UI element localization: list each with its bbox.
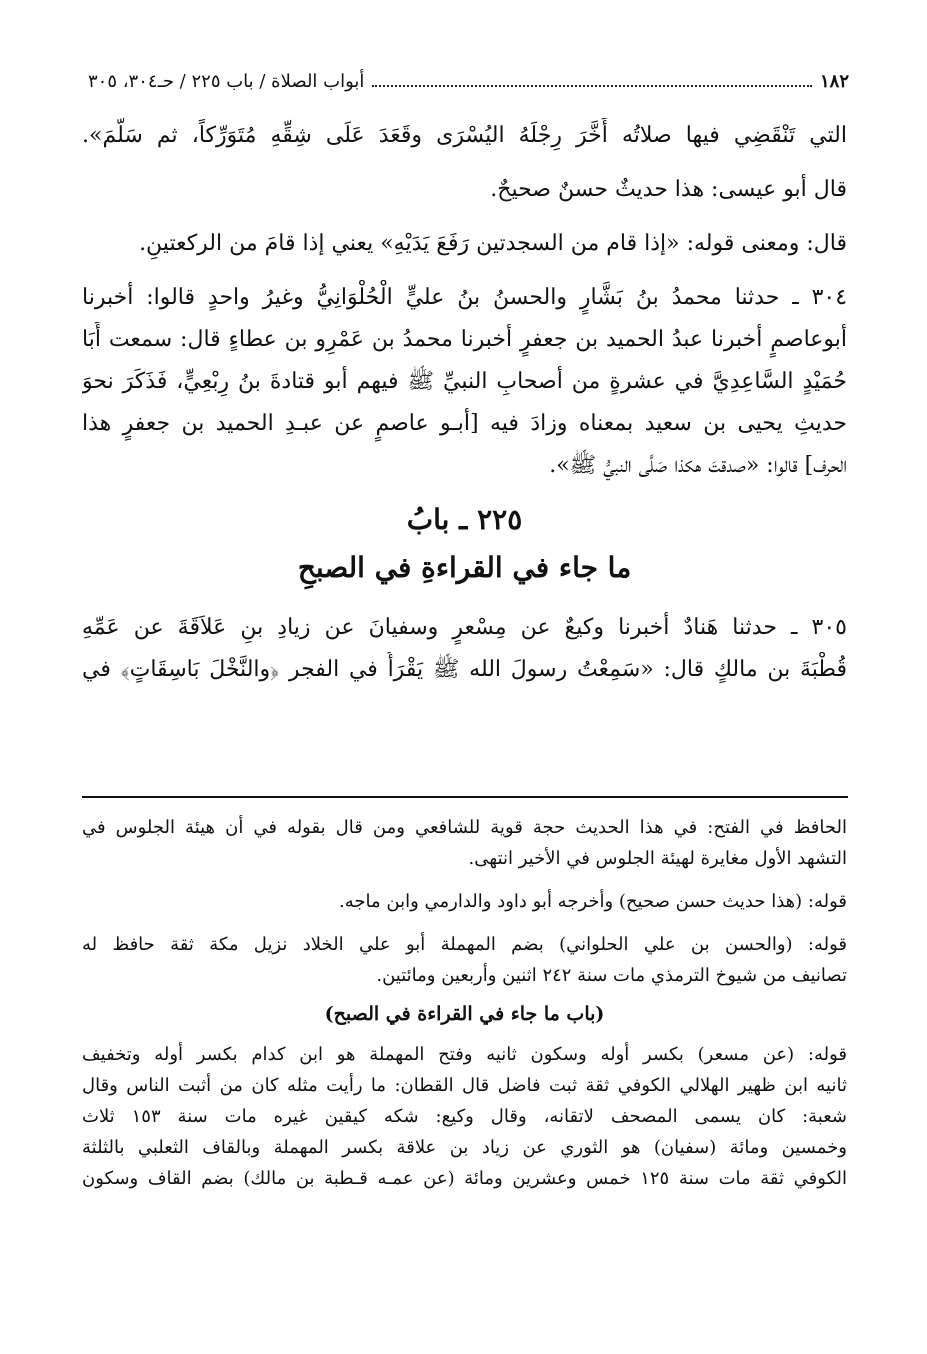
note-line: الكوفي ثقة مات سنة ١٢٥ خمس وعشرين ومائة (عن عمـه قـطبة بن مالك) بضم القاف وسكون — [82, 1168, 847, 1189]
main-line: التي تَنْقَضِي فيها صلاتُه أَخَّرَ رِجْلَهُ اليُسْرَى وقَعَدَ عَلَى شِقِّهِ مُتَوَرِّكاً، ثم سَلَّمَ». — [82, 123, 847, 148]
chapter-title: ما جاء في القراءةِ في الصبحِ — [297, 551, 632, 584]
note-line: قوله: (والحسن بن علي الحلواني) بضم المهملة أبو علي الخلاد نزيل مكة ثقة حافظ له — [82, 934, 847, 955]
main-line: الحرف] قالوا: «صدقتَ هكذا صَلَّى النبيُّ ﷺ». — [549, 453, 847, 478]
chapter-number: ٢٢٥ ـ بابُ — [406, 503, 523, 536]
note-section-title: (باب ما جاء في القراءة في الصبح) — [324, 1003, 605, 1025]
main-line: حديثِ يحيى بن سعيد بمعناه وزادَ فيه [أبـو عاصمٍ عن عبـدِ الحميد بن جعفرٍ هذا — [82, 411, 847, 436]
main-line: قال أبو عيسى: هذا حديثٌ حسنٌ صحيحٌ. — [490, 177, 847, 202]
footnote-separator — [82, 796, 848, 798]
main-line: ٣٠٤ ـ حدثنا محمدُ بنُ بَشَّارٍ والحسنُ بنُ عليٍّ الْحُلْوَانِيُّ وغيرُ واحدٍ قالوا: أخبرنا — [82, 285, 847, 310]
commentary-notes — [82, 812, 847, 1194]
main-line: قال: ومعنى قوله: «إذا قام من السجدتين رَفَعَ يَدَيْهِ» يعني إذا قامَ من الركعتينِ. — [139, 231, 847, 256]
note-line: الحافظ في الفتح: في هذا الحديث حجة قوية للشافعي ومن قال بقوله في أن هيئة الجلوس في — [82, 817, 847, 838]
main-text — [82, 118, 847, 688]
main-line: حُمَيْدٍ السَّاعِدِيَّ في عشرةٍ من أصحابِ النبيِّ ﷺ فيهم أبو قتادةَ بنُ رِبْعِيٍّ، فَذَكَرَ نحوَ — [82, 369, 847, 394]
main-line: ٣٠٥ ـ حدثنا هَنادٌ أخبرنا وكيعٌ عن مِسْعرٍ وسفيانَ عن زيادِ بنِ عَلاَقَةَ عن عَمِّهِ — [82, 615, 847, 640]
note-line: ثانيه ابن ظهير الهلالي الكوفي ثقة ثبت فاضل قال القطان: ما رأيت مثله كان من أثبت الناس وقال — [82, 1075, 847, 1096]
note-line: شعبة: كان يسمى المصحف لاتقانه، وقال وكيع: شكه كيقين غيره مات سنة ١٥٣ ثلاث — [82, 1106, 847, 1127]
note-line: قوله: (هذا حديث حسن صحيح) وأخرجه أبو داود والدارمي وابن ماجه. — [339, 891, 847, 912]
main-line: أبوعاصمٍ أخبرنا عبدُ الحميد بن جعفرٍ أخبرنا محمدُ بن عَمْرِو بن عطاءٍ قال: سمعت أَبَا — [82, 327, 847, 352]
page-number: ١٨٢ — [819, 70, 849, 92]
running-title: أبواب الصلاة / باب ٢٢٥ / حـ٣٠٤، ٣٠٥ — [88, 70, 365, 92]
main-line: قُطْبَةَ بن مالكٍ قال: «سَمِعْتُ رسولَ الله ﷺ يَقْرَأُ في الفجر ﴿والنَّخْلَ بَاسِقَاتٍ﴾ في — [82, 657, 847, 682]
note-line: قوله: (عن مسعر) بكسر أوله وسكون ثانيه وفتح المهملة هو ابن كدام بكسر أوله وتخفيف — [82, 1044, 847, 1065]
running-header — [88, 64, 849, 98]
header-dot-leader — [372, 75, 812, 87]
note-line: وخمسين ومائة (سفيان) هو الثوري عن زياد بن علاقة بكسر المهملة وبالقاف الثعلبي بالثلثة — [82, 1137, 847, 1158]
note-line: تصانيف من شيوخ الترمذي مات سنة ٢٤٢ اثنين وأربعين ومائتين. — [376, 965, 847, 986]
note-line: التشهد الأول مغايرة لهيئة الجلوس في الأخير انتهى. — [468, 848, 847, 869]
